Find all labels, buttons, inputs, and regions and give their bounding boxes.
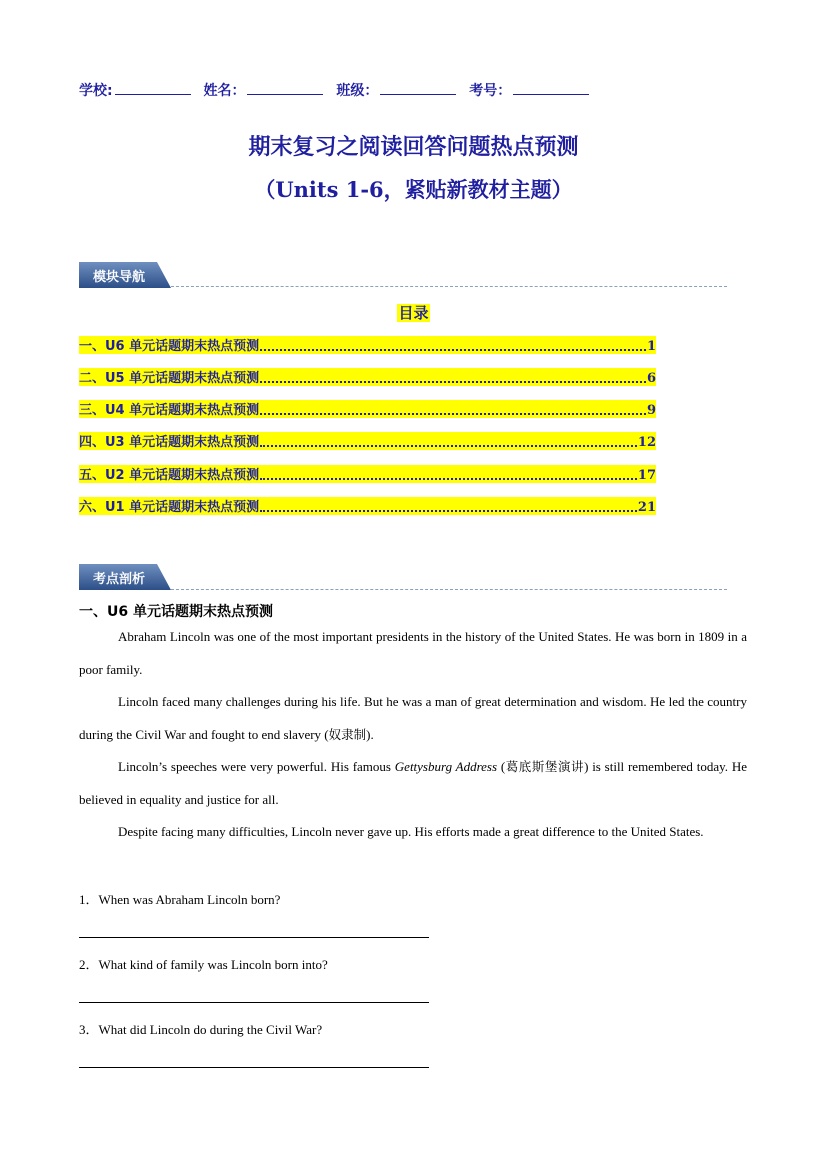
toc-leader-dots	[260, 349, 646, 351]
toc-item-u5[interactable]	[79, 368, 656, 386]
toc-item-u6[interactable]	[79, 336, 656, 354]
module-nav-tab	[79, 262, 171, 288]
page-title: 期末复习之阅读回答问题热点预测	[248, 134, 579, 160]
answer-line-2[interactable]	[79, 1002, 429, 1003]
exam-number-label: 考号：	[469, 83, 512, 99]
toc-leader-dots	[260, 478, 637, 480]
toc-item-label: 一、U6 单元话题期末热点预测	[79, 339, 260, 354]
section-heading: 一、U6 单元话题期末热点预测	[79, 604, 273, 620]
toc-leader-dots	[260, 381, 646, 383]
module-nav-label: 模块导航	[93, 270, 146, 285]
student-info-line	[79, 80, 597, 100]
question-3: 3．What did Lincoln do during the Civil War?	[79, 1022, 323, 1037]
analysis-label: 考点剖析	[93, 572, 146, 587]
toc-item-u2[interactable]	[79, 465, 656, 483]
toc-title: 目录	[398, 304, 429, 322]
name-label: 姓名：	[203, 83, 246, 99]
toc-item-page: 17	[637, 468, 656, 483]
answer-line-1[interactable]	[79, 937, 429, 938]
toc-item-label: 三、U4 单元话题期末热点预测	[79, 403, 260, 418]
passage-paragraph-2: Lincoln faced many challenges during his life. But he was a man of great determination and wisdom. He led the country during the Civil War and fought to end slavery (奴隶制).	[79, 694, 747, 742]
page-subtitle: （Units 1-6，紧贴新教材主题）	[254, 177, 573, 202]
passage-paragraph-1: Abraham Lincoln was one of the most important presidents in the history of the United States. He was born in 1809 in a poor family.	[79, 629, 747, 677]
toc-item-page: 21	[637, 500, 656, 515]
toc-leader-dots	[260, 510, 637, 512]
toc-item-label: 二、U5 单元话题期末热点预测	[79, 371, 260, 386]
toc-item-page: 12	[637, 435, 656, 450]
toc-item-label: 六、U1 单元话题期末热点预测	[79, 500, 260, 515]
school-blank[interactable]	[115, 82, 191, 95]
class-blank[interactable]	[380, 82, 456, 95]
exam-number-blank[interactable]	[513, 82, 589, 95]
toc-item-label: 四、U3 单元话题期末热点预测	[79, 435, 260, 450]
class-label: 班级：	[336, 83, 379, 99]
passage-paragraph-4: Despite facing many difficulties, Lincoln never gave up. His efforts made a great difference to the United States.	[118, 824, 704, 839]
divider	[171, 286, 727, 287]
toc-item-page: 9	[646, 403, 656, 418]
passage-paragraph-3: Lincoln’s speeches were very powerful. His famous Gettysburg Address (葛底斯堡演讲) is still remembered today. He believed in equality and justice for all.	[79, 759, 747, 807]
toc-item-u3[interactable]	[79, 432, 656, 450]
toc-item-page: 1	[646, 339, 656, 354]
analysis-tab	[79, 564, 171, 590]
school-label: 学校:	[79, 83, 113, 99]
question-2: 2．What kind of family was Lincoln born into?	[79, 957, 328, 972]
toc-item-page: 6	[646, 371, 656, 386]
toc-leader-dots	[260, 413, 646, 415]
toc-item-u1[interactable]	[79, 497, 656, 515]
name-blank[interactable]	[247, 82, 323, 95]
answer-line-3[interactable]	[79, 1067, 429, 1068]
divider	[171, 589, 727, 590]
question-1: 1．When was Abraham Lincoln born?	[79, 892, 281, 907]
toc-leader-dots	[260, 445, 637, 447]
toc-item-label: 五、U2 单元话题期末热点预测	[79, 468, 260, 483]
toc-item-u4[interactable]	[79, 400, 656, 418]
